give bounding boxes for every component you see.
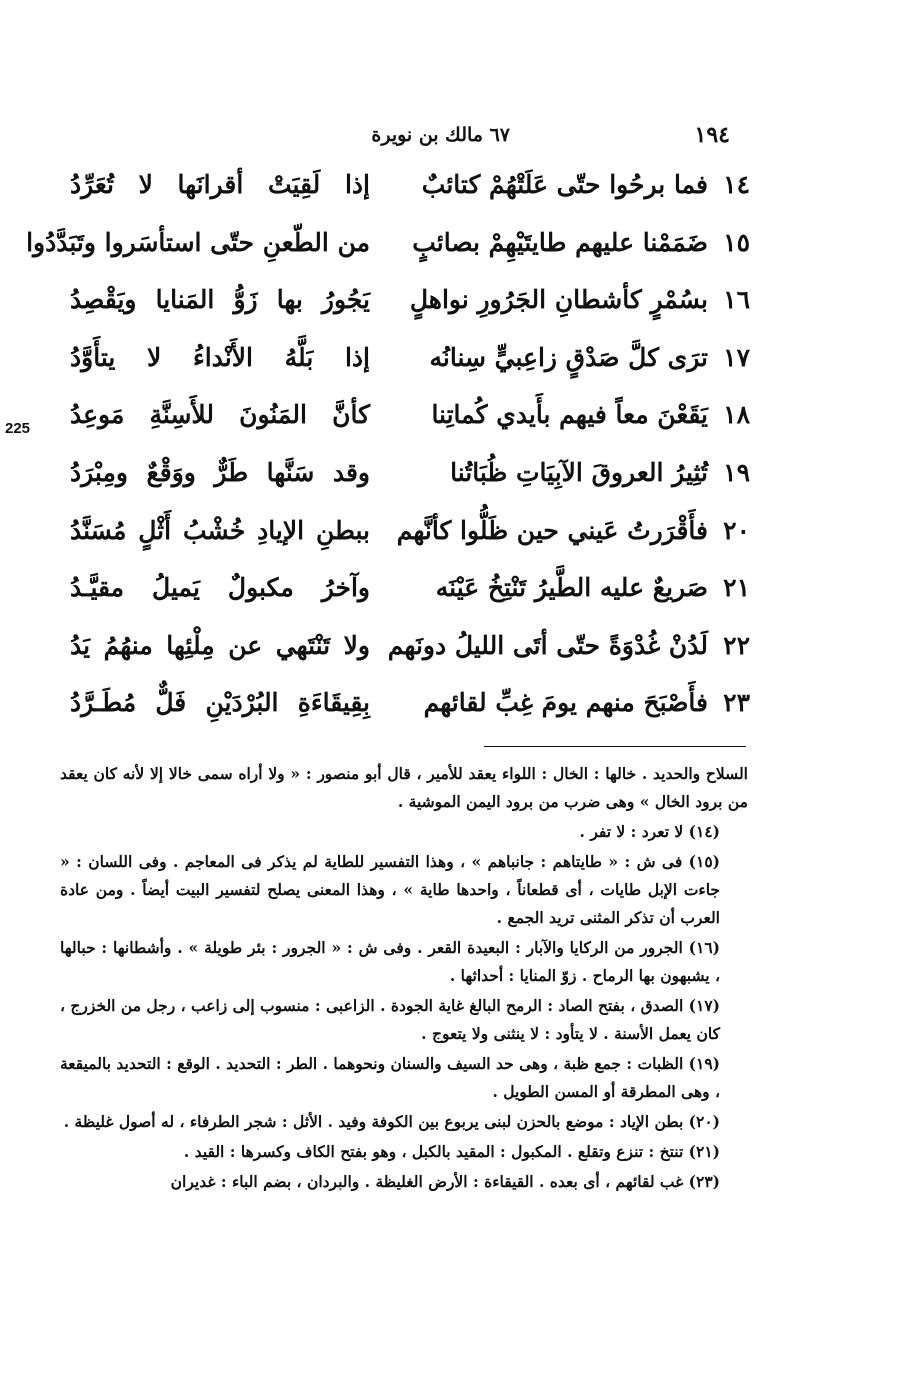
footnote: (١٥) فى ش : « طايتاهم : جانباهم » ، وهذا التفسير للطاية لم يذكر فى المعاجم . وفى اللسان : « جاءت الإبل طايات ، أى قطعاناً ، واحدها طاية » ، وهذا المعنى يصلح لتفسير البيت أيضاً . ومن عادة العرب أن تذكر المثنى تريد الجمع . (60, 852, 720, 927)
footnote-separator (484, 746, 746, 747)
footnote: (٢١) تنتخ : تنزع وتقلع . المكبول : المقيد بالكبل ، وهو بفتح الكاف وكسرها : القيد . (183, 1142, 720, 1161)
footnote: (٢٣) غب لقائهم ، أى بعده . القيقاءة : الأرض الغليظة . والبردان ، بضم الباء : غديران (170, 1172, 720, 1191)
footnote: (٢٠) بطن الإياد : موضع بالحزن لبنى يربوع بين الكوفة وفيد . الأثل : شجر الطرفاء ، له أصول غليظة . (63, 1112, 720, 1131)
verse-first-hemistich: فما برحُوا حتّى عَلَتْهُمْ كتائبٌ (421, 170, 708, 199)
verse-number: ١٦ (723, 285, 750, 315)
page-number: ١٩٤ (694, 122, 730, 148)
footnote: السلاح والحديد . خالها : الخال : اللواء يعقد للأمير ، قال أبو منصور : « ولا أراه سمى خالا إلا لأنه كان يعقد من برود الخال » وهى ضرب من برود اليمن الموشية . (60, 764, 748, 811)
poem (26, 160, 750, 736)
verse-line (70, 275, 750, 333)
verse-line (70, 390, 750, 448)
verse-number: ٢٣ (723, 688, 750, 718)
verse-number: ١٤ (723, 170, 750, 199)
verse-second-hemistich: من الطّعنِ حتّى استأسَروا وتَبَدَّدُوا (26, 227, 370, 257)
verse-first-hemistich: تُثِيرُ العروقَ الآبِيَاتِ ظُبَاتُنا (450, 457, 708, 487)
page-header (300, 122, 730, 152)
verse-second-hemistich: ولا تَنْتَهي عن مِلْئِها منهُمُ يَدُ (70, 630, 370, 660)
verse-second-hemistich: يَجُورُ بها زَوُّ المَنايا ويَقْصِدُ (70, 285, 370, 315)
verse-number: ١٥ (723, 227, 750, 257)
verse-line (70, 448, 750, 506)
margin-page-reference: 225 (5, 420, 31, 437)
verse-first-hemistich: ترَى كلَّ صَدْقٍ زاعِبيٍّ سِنانُه (429, 342, 708, 372)
verse-second-hemistich: ببطنِ الإيادِ خُشْبُ أَثْلٍ مُسَنَّدُ (70, 515, 370, 545)
verse-line (70, 333, 750, 391)
verse-second-hemistich: كأنَّ المَنُونَ للأَسِنَّةِ مَوعِدُ (70, 400, 370, 430)
verse-number: ٢١ (723, 573, 750, 603)
verse-first-hemistich: فأَصْبَحَ منهم يومَ غِبِّ لقائهم (423, 688, 708, 718)
verse-first-hemistich: لَدُنْ غُدْوَةً حتّى أتَى الليلُ دونَهم (387, 630, 708, 660)
verse-first-hemistich: ضَمَمْنا عليهم طايتَيْهِمْ بصائبٍ (412, 227, 708, 257)
running-head: ٦٧ مالك بن نويرة (371, 124, 510, 146)
footnote: (١٧) الصدق ، بفتح الصاد : الرمح البالغ غاية الجودة . الزاعبى : منسوب إلى زاعب ، رجل من الخزرج ، كان يعمل الأسنة . لا يتأود : لا ينثنى ولا يتعوج . (60, 996, 720, 1043)
verse-line (70, 678, 750, 736)
verse-first-hemistich: بسُمْرٍ كأشطانِ الجَرُورِ نواهلٍ (409, 285, 708, 315)
verse-number: ٢٠ (723, 515, 750, 545)
verse-second-hemistich: إذا لَقِيَتْ أقرانَها لا تُعَرِّدُ (70, 170, 370, 199)
verse-line (70, 621, 750, 679)
footnotes (60, 760, 748, 1198)
verse-number: ١٩ (723, 457, 750, 487)
verse-number: ١٨ (723, 400, 750, 430)
verse-line (70, 160, 750, 218)
verse-second-hemistich: وآخرُ مكبولٌ يَميلُ مقيَّـدُ (70, 573, 370, 603)
verse-number: ١٧ (723, 342, 750, 372)
footnote: (١٦) الجرور من الركايا والآبار : البعيدة القعر . وفى ش : « الجرور : بئر طويلة » . وأشطانها : حبالها ، يشبهون بها الرماح . زوّ المنايا : أحداثها . (60, 938, 720, 985)
footnote: (١٩) الظبات : جمع ظبة ، وهى حد السيف والسنان ونحوهما . الطر : التحديد . الوقع : التحديد بالميقعة ، وهى المطرقة أو المسن الطويل . (60, 1054, 720, 1101)
verse-first-hemistich: يَقَعْنَ معاً فيهم بأَيدي كُماتِنا (431, 400, 708, 430)
verse-second-hemistich: وقد سَنَّها طَرٌّ ووَقْعٌ ومِبْرَدُ (70, 457, 370, 487)
verse-second-hemistich: إذا بَلَّهُ الأَنْداءُ لا يتأَوَّدُ (70, 342, 370, 372)
footnote: (١٤) لا تعرد : لا تفر . (579, 822, 720, 841)
verse-second-hemistich: بِقِيقَاءَةِ البُرْدَيْنِ فَلٌّ مُطَـرَّدُ (70, 688, 370, 718)
verse-line (26, 218, 750, 276)
verse-line (70, 563, 750, 621)
verse-line (70, 506, 750, 564)
verse-first-hemistich: فأَقْرَرتُ عَيني حين ظَلُّوا كأنَّهم (396, 515, 708, 545)
verse-first-hemistich: صَريعٌ عليه الطَّيرُ تَنْتِخُ عَيْنَه (435, 573, 708, 603)
verse-number: ٢٢ (723, 630, 750, 660)
